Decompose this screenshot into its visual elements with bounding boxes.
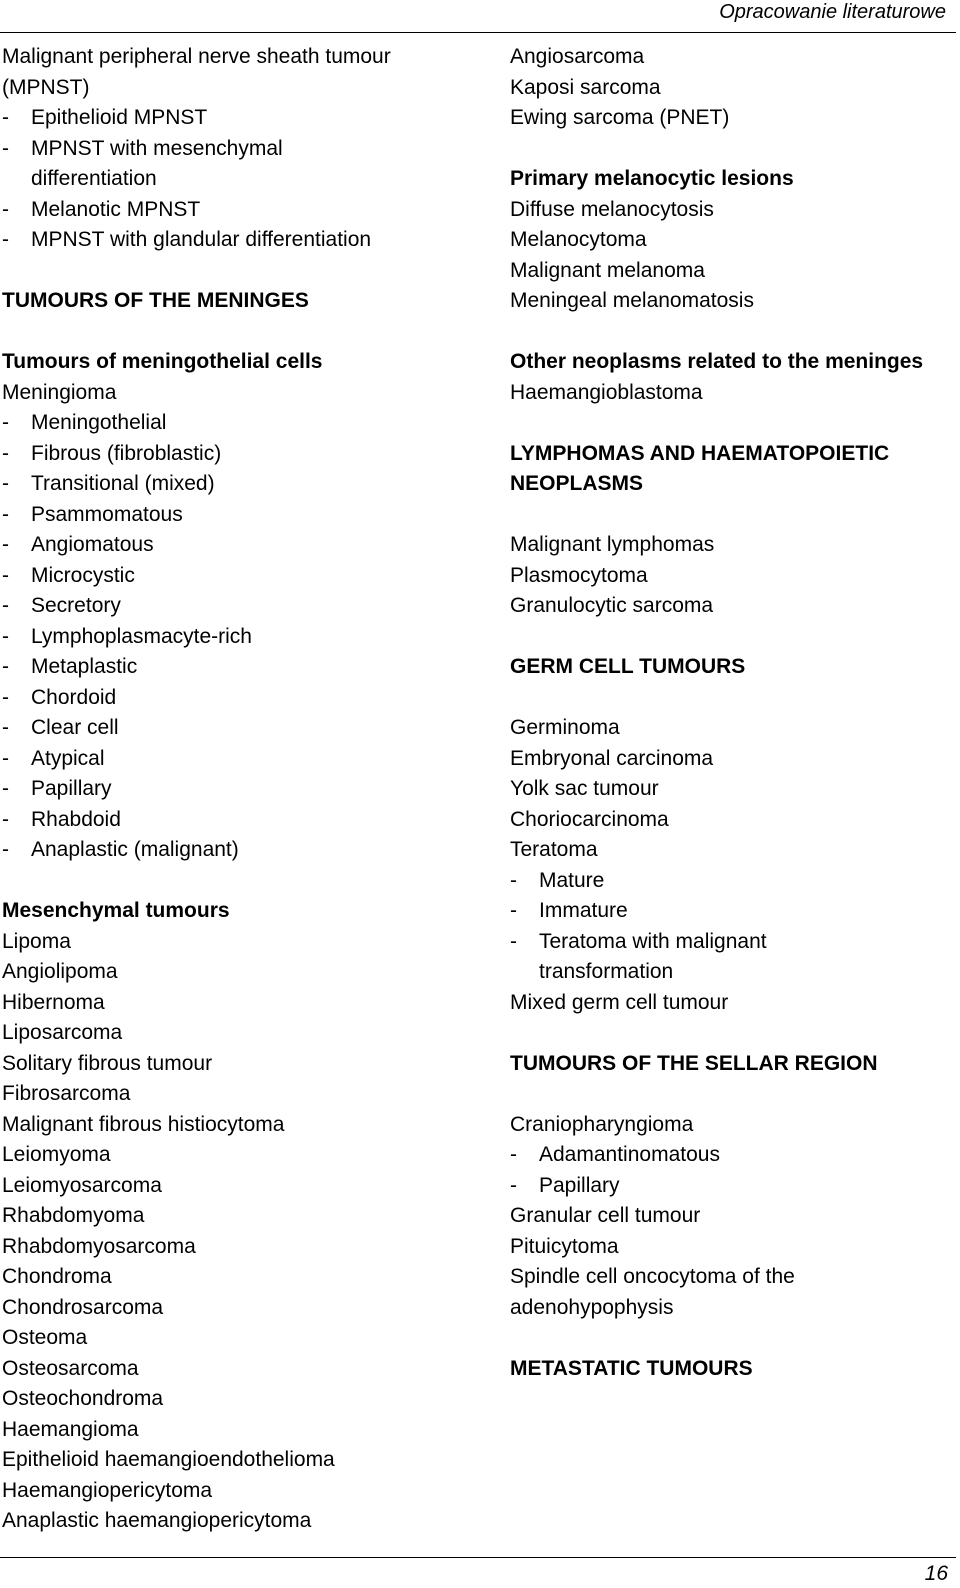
list-item: Liposarcoma — [2, 1021, 123, 1044]
list-item: Yolk sac tumour — [510, 777, 659, 800]
header-rule — [0, 32, 956, 33]
spacer — [510, 317, 950, 348]
spacer — [510, 1323, 950, 1354]
sub-list-item: - Papillary — [2, 774, 482, 805]
list-item: adenohypophysis — [510, 1295, 674, 1319]
sub-list-item: - Mature — [510, 866, 950, 897]
list-item: Germinoma — [510, 716, 620, 739]
sub-list-item: - Psammomatous — [2, 500, 482, 531]
list-item: Malignant lymphomas — [510, 533, 715, 556]
list-item: Lipoma — [2, 929, 71, 953]
spacer — [510, 134, 950, 165]
sub-list-item: - Anaplastic (malignant) — [2, 835, 482, 866]
list-item: Epithelioid haemangioendothelioma — [2, 1448, 335, 1471]
sub-list-item: - Metaplastic — [2, 652, 482, 683]
list-item: Osteosarcoma — [2, 1356, 139, 1380]
list-item: Haemangioblastoma — [510, 380, 703, 404]
spacer — [510, 1079, 950, 1110]
sub-list-item: - Fibrous (fibroblastic) — [2, 439, 482, 470]
sub-list-item: - Chordoid — [2, 683, 482, 714]
sub-list-item: - Rhabdoid — [2, 805, 482, 836]
list-item: Rhabdomyosarcoma — [2, 1234, 196, 1258]
sub-list-item: - Meningothelial — [2, 408, 482, 439]
section-heading: Tumours of meningothelial cells — [2, 350, 323, 373]
list-item-continuation: transformation — [539, 960, 674, 983]
section-heading: METASTATIC TUMOURS — [510, 1356, 753, 1380]
sub-list-item: - Adamantinomatous — [510, 1140, 950, 1171]
list-item: Meningioma — [2, 380, 117, 404]
list-item: Granular cell tumour — [510, 1204, 701, 1227]
list-item: Fibrosarcoma — [2, 1082, 131, 1105]
list-item: Leiomyosarcoma — [2, 1173, 162, 1197]
right-column — [510, 42, 950, 1384]
spacer — [510, 408, 950, 439]
spacer — [510, 1018, 950, 1049]
list-item: Chondroma — [2, 1265, 112, 1288]
sub-list-item: - Secretory — [2, 591, 482, 622]
footer-rule — [0, 1557, 956, 1558]
sub-list-item: - Angiomatous — [2, 530, 482, 561]
list-item: Leiomyoma — [2, 1143, 111, 1166]
spacer — [510, 500, 950, 531]
section-heading: LYMPHOMAS AND HAEMATOPOIETIC — [510, 441, 890, 465]
left-column — [2, 42, 482, 1537]
list-item: Haemangioma — [2, 1417, 139, 1441]
list-item: (MPNST) — [2, 75, 90, 99]
list-item: Osteoma — [2, 1326, 88, 1349]
list-item: Angiosarcoma — [510, 45, 645, 68]
list-item: Meningeal melanomatosis — [510, 289, 754, 312]
list-item: Diffuse melanocytosis — [510, 197, 714, 221]
list-item: Teratoma — [510, 838, 598, 861]
list-item: Ewing sarcoma (PNET) — [510, 106, 730, 129]
sub-list-item: - Clear cell — [2, 713, 482, 744]
list-item: Angiolipoma — [2, 960, 118, 983]
list-item: Anaplastic haemangiopericytoma — [2, 1509, 312, 1532]
list-item: Haemangiopericytoma — [2, 1478, 213, 1502]
list-item-continuation: differentiation — [31, 167, 157, 190]
spacer — [510, 622, 950, 653]
list-item: Malignant peripheral nerve sheath tumour — [2, 45, 391, 68]
list-item: Kaposi sarcoma — [510, 75, 661, 99]
sub-list-item: - Transitional (mixed) — [2, 469, 482, 500]
list-item: Malignant melanoma — [510, 258, 705, 282]
section-heading: Mesenchymal tumours — [2, 899, 230, 922]
sub-list-item: - Atypical — [2, 744, 482, 775]
running-header: Opracowanie literaturowe — [719, 1, 946, 23]
page-number: 16 — [924, 1562, 948, 1585]
spacer — [2, 317, 482, 348]
list-item: Plasmocytoma — [510, 563, 648, 587]
spacer — [2, 866, 482, 897]
sub-list-item: - MPNST with mesenchymal — [2, 134, 482, 165]
spacer — [510, 683, 950, 714]
list-item: Chondrosarcoma — [2, 1295, 164, 1319]
section-heading: GERM CELL TUMOURS — [510, 655, 746, 678]
sub-list-item: - MPNST with glandular differentiation — [2, 225, 482, 256]
list-item: Malignant fibrous histiocytoma — [2, 1112, 285, 1136]
sub-list-item: - Teratoma with malignant — [510, 927, 950, 958]
list-item: Spindle cell oncocytoma of the — [510, 1265, 795, 1288]
sub-list-item: - Immature — [510, 896, 950, 927]
section-heading: TUMOURS OF THE SELLAR REGION — [510, 1051, 878, 1075]
section-heading: Primary melanocytic lesions — [510, 167, 794, 190]
list-item: Mixed germ cell tumour — [510, 990, 729, 1014]
list-item: Craniopharyngioma — [510, 1112, 694, 1136]
sub-list-item: - Microcystic — [2, 561, 482, 592]
list-item: Solitary fibrous tumour — [2, 1051, 213, 1075]
section-heading: NEOPLASMS — [510, 472, 644, 495]
list-item: Melanocytoma — [510, 228, 647, 251]
list-item: Choriocarcinoma — [510, 807, 669, 831]
list-item: Rhabdomyoma — [2, 1204, 145, 1227]
sub-list-item: - Lymphoplasmacyte-rich — [2, 622, 482, 653]
sub-list-item: - Melanotic MPNST — [2, 195, 482, 226]
list-item: Embryonal carcinoma — [510, 746, 714, 770]
sub-list-item: - Epithelioid MPNST — [2, 103, 482, 134]
spacer — [2, 256, 482, 287]
list-item: Pituicytoma — [510, 1234, 619, 1258]
list-item: Granulocytic sarcoma — [510, 594, 714, 617]
section-heading: Other neoplasms related to the meninges — [510, 350, 924, 373]
sub-list-item: - Papillary — [510, 1171, 950, 1202]
list-item: Hibernoma — [2, 990, 105, 1014]
list-item: Osteochondroma — [2, 1387, 164, 1410]
section-heading: TUMOURS OF THE MENINGES — [2, 289, 309, 312]
